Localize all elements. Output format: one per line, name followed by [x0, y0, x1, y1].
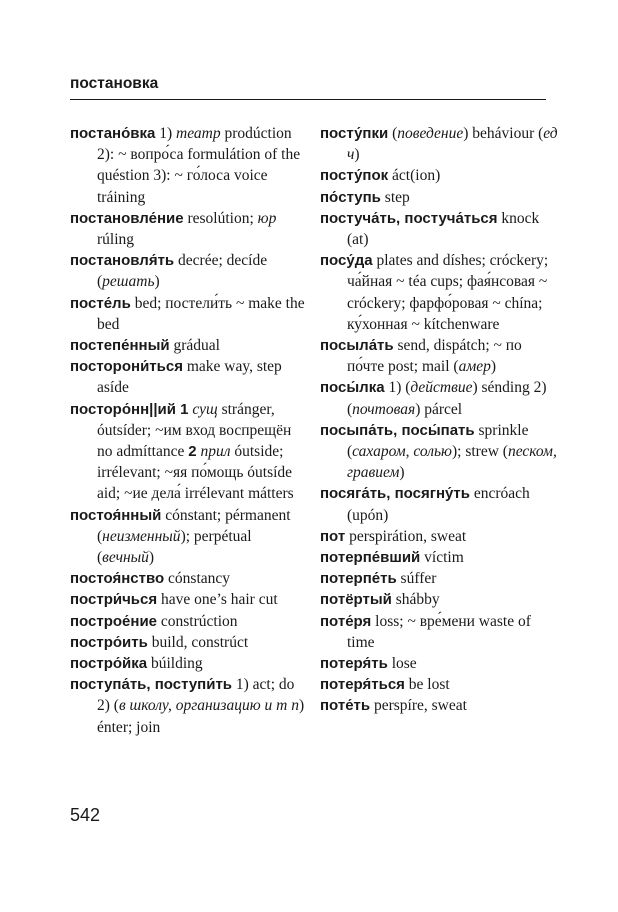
dictionary-entry — [70, 632, 306, 653]
dictionary-entry — [70, 123, 306, 208]
headword: потерпе́ть — [320, 570, 397, 588]
definition-text: perspirátion, sweat — [345, 527, 467, 545]
usage-label: в школу, организацию и т п — [118, 697, 299, 715]
dictionary-entry — [70, 568, 306, 589]
definition-text: ); perpétual ( — [97, 527, 252, 567]
definition-text: resolútion; — [183, 209, 258, 227]
definition-text: ) párcel — [415, 400, 463, 418]
left-column — [70, 123, 306, 738]
dictionary-entry — [70, 399, 306, 505]
definition-text: shábby — [391, 591, 440, 609]
headword: построе́ние — [70, 612, 158, 630]
dictionary-entry — [70, 505, 306, 569]
definition-text: cónstant; pérmanent ( — [97, 506, 291, 545]
headword: потерпе́вший — [320, 549, 421, 567]
dictionary-entry — [320, 483, 558, 525]
definition-text: ) — [154, 273, 160, 291]
dictionary-entry — [320, 208, 558, 250]
page-number: 542 — [70, 805, 101, 825]
dictionary-entry — [320, 165, 558, 186]
headword: постановля́ть — [70, 252, 175, 270]
dictionary-entry — [70, 293, 306, 335]
dictionary-entry — [70, 653, 306, 674]
dictionary-entry — [320, 123, 558, 165]
usage-label: театр — [176, 125, 221, 142]
definition-text: make way, step asíde — [97, 358, 282, 397]
dictionary-entry — [320, 420, 558, 484]
usage-label: юр — [257, 209, 277, 227]
definition-text: lose — [387, 655, 417, 673]
headword: посы́лка — [320, 379, 385, 397]
dictionary-entry — [320, 695, 558, 716]
usage-label: действие — [410, 379, 473, 397]
definition-text: have one’s hair cut — [157, 591, 278, 609]
definition-text: búilding — [147, 655, 203, 673]
usage-label: сущ — [192, 400, 218, 418]
headword: постановле́ние — [70, 209, 184, 227]
dictionary-entry — [320, 187, 558, 208]
definition-text: stránger, óutsíder; ~им вход воспрещён no admíttance — [97, 400, 292, 461]
dictionary-entry — [320, 611, 558, 653]
usage-label: решать — [102, 273, 155, 291]
definition-text: cónstancy — [164, 570, 231, 588]
headword: посыла́ть — [320, 337, 394, 355]
definition-text: ) — [399, 464, 405, 482]
definition-text: ) beháviour ( — [463, 125, 544, 142]
headword: поте́ря — [320, 612, 372, 630]
definition-text: step — [380, 188, 410, 206]
definition-text: rúling — [97, 231, 135, 249]
dictionary-entry — [70, 611, 306, 632]
headword: постро́йка — [70, 655, 148, 673]
headword: посту́пки — [320, 125, 389, 142]
dictionary-entry — [320, 250, 558, 335]
definition-text: prodúction 2): ~ вопро́са formulátion of the quéstion 3): ~ го́лоса voice tráining — [97, 125, 301, 206]
definition-text: víctim — [420, 549, 464, 567]
usage-label: поведение — [397, 125, 464, 142]
dictionary-entry — [320, 589, 558, 610]
headword: постро́ить — [70, 633, 148, 651]
definition-text: súffer — [396, 570, 437, 588]
headword: постепе́нный — [70, 337, 170, 355]
usage-label: ед ч — [347, 125, 558, 164]
definition-text: decrée; decíde ( — [97, 252, 268, 291]
dictionary-entry — [70, 250, 306, 292]
headword: потеря́ться — [320, 676, 405, 694]
headword: постано́вка — [70, 125, 156, 142]
headword: посыпа́ть, посы́пать — [320, 421, 475, 439]
definition-text: 1) ( — [384, 379, 411, 397]
definition-text: ) — [490, 358, 497, 376]
headword: посторо́нн||ий 1 — [70, 400, 189, 418]
definition-text: bed; постели́ть ~ make the bed — [97, 294, 305, 333]
definition-text: sprinkle ( — [347, 421, 529, 461]
definition-text: send, dispátch; ~ по по́чте post; mail ( — [347, 337, 522, 376]
definition-text: plates and díshes; cróckery; ча́йная ~ téa cups; фая́нсовая ~ cróckery; фарфо́ровая ~ chína; ку́хонная ~ kítchenware — [347, 252, 549, 333]
headword: потёртый — [320, 591, 392, 609]
right-column — [320, 123, 558, 717]
definition-text: ) sénding 2) ( — [347, 379, 547, 418]
headword: посту́пок — [320, 167, 389, 185]
usage-label: песком, гравием — [347, 443, 557, 482]
dictionary-entry — [320, 547, 558, 568]
headword: постоя́нство — [70, 570, 165, 588]
usage-label: сахаром, солью — [352, 443, 452, 461]
dictionary-entry — [320, 568, 558, 589]
definition-text: constrúction — [157, 612, 238, 630]
definition-text: ( — [388, 125, 398, 142]
definition-text: perspíre, sweat — [370, 697, 467, 715]
dictionary-entry — [70, 674, 306, 738]
running-head: постановка — [70, 75, 159, 92]
usage-label: прил — [200, 443, 231, 461]
definition-text: ) — [148, 549, 155, 567]
dictionary-entry — [70, 335, 306, 356]
definition-text: ); strew ( — [451, 443, 508, 461]
headword: постуча́ть, постуча́ться — [320, 209, 498, 227]
definition-text: loss; ~ вре́мени waste of time — [347, 612, 531, 651]
headword: постоя́нный — [70, 506, 162, 524]
definition-text: ) — [354, 146, 360, 164]
dictionary-entry — [70, 589, 306, 610]
dictionary-entry — [320, 335, 558, 377]
definition-text: áct(ion) — [388, 167, 441, 185]
headword: посяга́ть, посягну́ть — [320, 485, 470, 503]
headword: пот — [320, 527, 346, 545]
definition-text: knock (at) — [347, 209, 540, 249]
headword: поте́ть — [320, 697, 371, 715]
definition-text: ) énter; join — [97, 697, 305, 736]
definition-text: build, constrúct — [147, 633, 249, 651]
usage-label: вечный — [102, 549, 149, 567]
definition-text: 1) — [155, 125, 177, 142]
usage-label: амер — [458, 358, 491, 376]
usage-label: неизменный — [102, 527, 181, 545]
headword: поступа́ть, поступи́ть — [70, 676, 233, 694]
definition-text: be lost — [404, 676, 450, 694]
definition-text: óutside; irrélevant; ~яя по́мощь óutsíde aid; ~ие дела́ irrélevant mátters — [97, 443, 294, 503]
headword: по́ступь — [320, 188, 381, 206]
header-rule — [70, 99, 546, 100]
headword: посторони́ться — [70, 358, 183, 376]
definition-text: encróach (upón) — [347, 485, 530, 524]
usage-label: почтовая — [352, 400, 416, 418]
dictionary-entry — [320, 526, 558, 547]
definition-text: 1) act; do 2) ( — [97, 676, 295, 715]
dictionary-entry — [70, 356, 306, 398]
dictionary-entry — [320, 674, 558, 695]
headword: посу́да — [320, 252, 373, 270]
headword: посте́ль — [70, 294, 131, 312]
dictionary-entry — [70, 208, 306, 250]
definition-text: grádual — [169, 337, 220, 355]
dictionary-entry — [320, 653, 558, 674]
headword: постри́чься — [70, 591, 158, 609]
dictionary-entry — [320, 377, 558, 419]
headword: 2 — [188, 443, 197, 461]
headword: потеря́ть — [320, 655, 388, 673]
